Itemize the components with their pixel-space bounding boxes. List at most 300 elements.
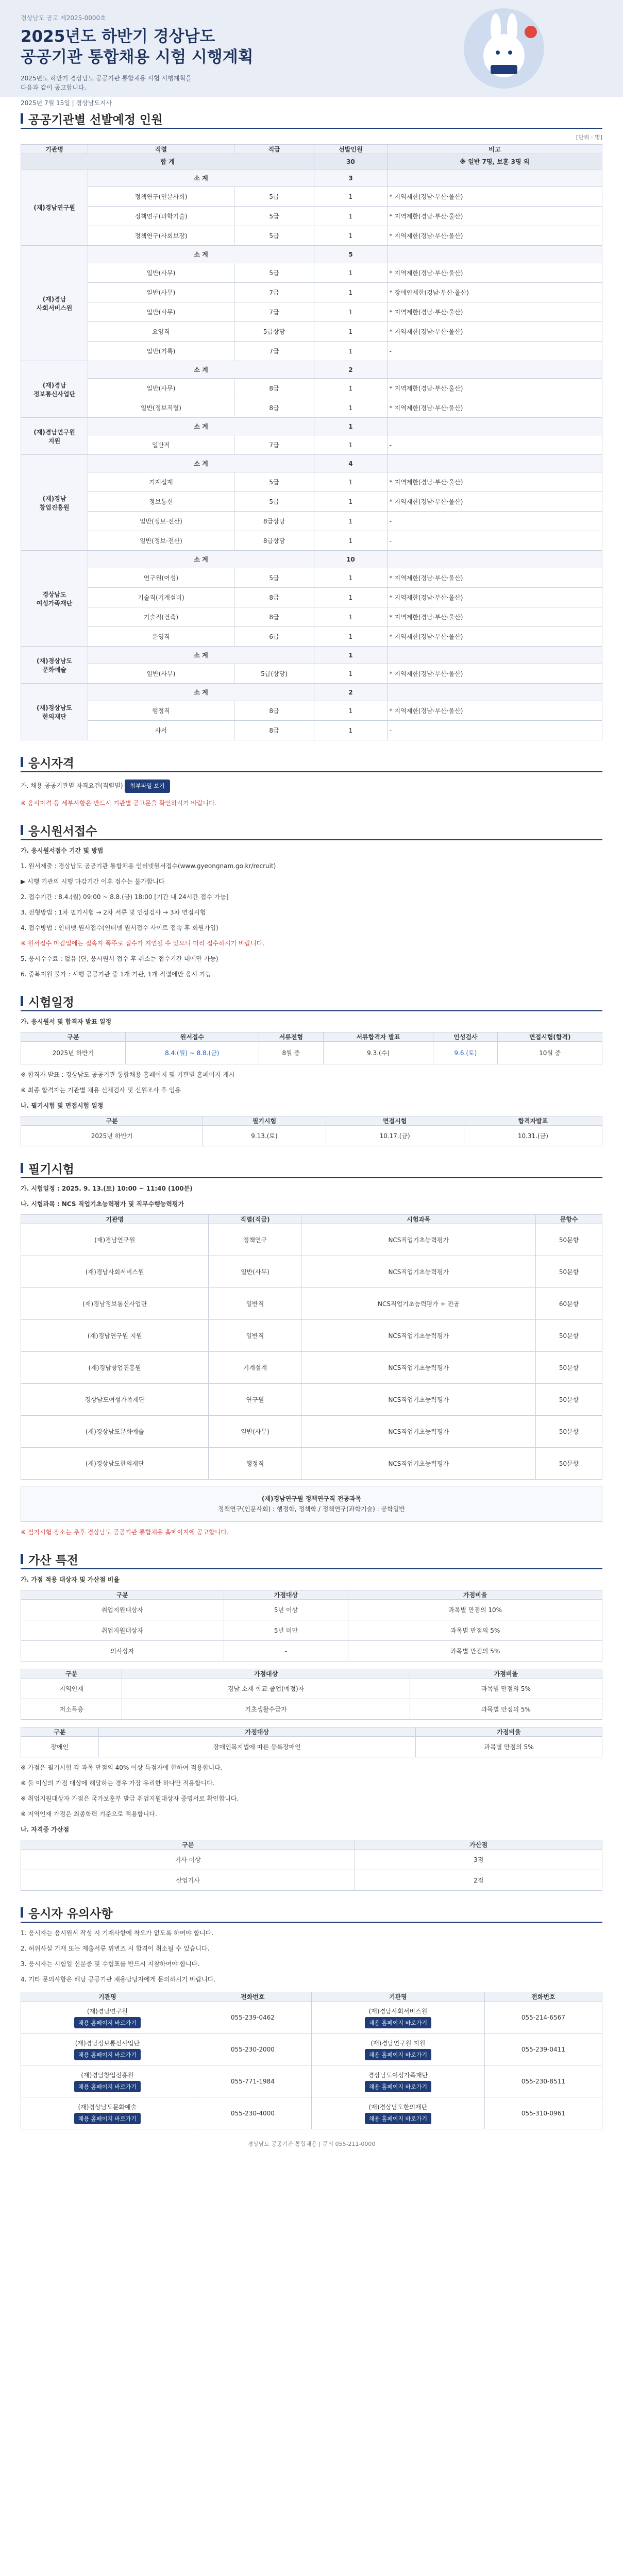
subtotal-label: 소 계 xyxy=(88,170,314,187)
table-header: 비고 xyxy=(387,145,602,154)
table-cell: (재)경남연구원 지원 xyxy=(21,1320,209,1352)
section-positions xyxy=(21,112,602,740)
table-header: 원서접수 xyxy=(125,1032,259,1042)
text-line: ※ 최종 합격자는 기관별 채용 신체검사 및 신원조사 후 임용 xyxy=(21,1087,181,1094)
title-bar-icon xyxy=(21,996,23,1006)
table-cell: 일반(사무) xyxy=(88,302,234,322)
org-name: (재)경남연구원 xyxy=(87,2007,128,2015)
homepage-button[interactable]: 채용 홈페이지 바로가기 xyxy=(74,2017,141,2028)
table-cell: 8급 xyxy=(234,721,314,740)
table-cell: 5급 xyxy=(234,226,314,246)
table-cell: * 지역제한(경남·부산·울산) xyxy=(387,701,602,721)
table-cell: 1 xyxy=(314,721,387,740)
table-cell: - xyxy=(387,512,602,531)
schedule-lead-2: 나. 필기시험 및 면접시험 일정 xyxy=(21,1102,104,1109)
table-cell: 운영직 xyxy=(88,627,234,647)
table-cell: 2025년 하반기 xyxy=(21,1042,126,1064)
table-cell: 8.4.(월) ~ 8.8.(금) xyxy=(125,1042,259,1064)
table-row xyxy=(21,1699,602,1720)
table-header: 인성검사 xyxy=(433,1032,498,1042)
exam-lead-2: 나. 시험과목 : NCS 직업기초능력평가 및 직무수행능력평가 xyxy=(21,1200,184,1208)
table-cell xyxy=(194,2097,311,2129)
table-cell: * 지역제한(경남·부산·울산) xyxy=(387,664,602,684)
table-cell: 5급 xyxy=(234,207,314,226)
bonus-table-4 xyxy=(21,1840,602,1891)
table-row xyxy=(21,379,602,398)
table-header: 직급 xyxy=(234,145,314,154)
subtotal-note xyxy=(387,361,602,379)
text-line: ※ 지역인재 가점은 최종학력 기준으로 적용합니다. xyxy=(21,1810,157,1818)
subtotal-note xyxy=(387,684,602,701)
section-title: 가산 특전 xyxy=(21,1553,602,1569)
table-row xyxy=(21,1600,602,1620)
table-cell xyxy=(21,2065,194,2097)
table-cell: 1 xyxy=(314,531,387,551)
table-cell: 1 xyxy=(314,302,387,322)
table-header: 기관명 xyxy=(21,145,88,154)
table-cell: * 지역제한(경남·부산·울산) xyxy=(387,492,602,512)
table-cell: 1 xyxy=(314,342,387,361)
table-cell: (재)경남창업진흥원 xyxy=(21,1352,209,1384)
table-row xyxy=(21,2002,602,2033)
table-cell: 일반(사무) xyxy=(88,664,234,684)
section-title: 응시자격 xyxy=(21,756,602,772)
table-header: 필기시험 xyxy=(203,1116,326,1126)
table-cell: 일반(정보직렬) xyxy=(88,398,234,418)
table-row xyxy=(21,721,602,740)
phone-number: 055-239-0411 xyxy=(521,2045,565,2053)
table-row xyxy=(21,1320,602,1352)
contact-table xyxy=(21,1992,602,2129)
table-cell: 1 xyxy=(314,512,387,531)
table-cell: 정책연구(과학기술) xyxy=(88,207,234,226)
table-row xyxy=(21,531,602,551)
table-row xyxy=(21,512,602,531)
notice-list xyxy=(21,1928,602,1985)
table-header: 구분 xyxy=(21,1032,126,1042)
bonus-lead: 가. 가점 적용 대상자 및 가산점 비율 xyxy=(21,1576,120,1583)
text-line: 2. 허위사실 기재 또는 제출서류 위변조 시 합격이 취소될 수 있습니다. xyxy=(21,1945,210,1952)
homepage-button[interactable]: 채용 홈페이지 바로가기 xyxy=(365,2081,431,2092)
text-line: ▶ 시행 기관의 시행 마감기간 이후 접수는 불가합니다 xyxy=(21,878,165,885)
table-cell: 일반(사무) xyxy=(209,1256,301,1288)
homepage-button[interactable]: 채용 홈페이지 바로가기 xyxy=(365,2049,431,2060)
total-row xyxy=(21,154,602,170)
table-row xyxy=(21,1256,602,1288)
table-cell: 2점 xyxy=(355,1870,602,1891)
major-subject-box: (재)경남연구원 정책연구직 전공과목 정책연구(인문사회) : 행정학, 정책학 / 정책연구(과학기술) : 공학일반 xyxy=(21,1486,602,1522)
text-line: 1. 원서제출 : 경상남도 공공기관 통합채용 인터넷원서접수(www.gyeongnam.go.kr/recruit) xyxy=(21,862,276,870)
org-name: (재)경남연구원 지원 xyxy=(371,2039,426,2047)
table-header: 가점대상 xyxy=(122,1669,410,1679)
table-row xyxy=(21,2097,602,2129)
table-row xyxy=(21,1870,602,1891)
table-cell: 9.13.(토) xyxy=(203,1126,326,1146)
title-bar-icon xyxy=(21,1554,23,1564)
subtotal-row xyxy=(21,684,602,701)
table-cell: * 지역제한(경남·부산·울산) xyxy=(387,226,602,246)
table-cell: 50문항 xyxy=(536,1256,602,1288)
exam-note: ※ 필기시험 장소는 추후 경상남도 공공기관 통합채용 홈페이지에 공고합니다. xyxy=(21,1529,229,1536)
section-title: 응시원서접수 xyxy=(21,824,602,840)
table-header: 전화번호 xyxy=(194,1992,311,2002)
org-name: (재)경남 창업진흥원 xyxy=(21,455,88,551)
table-cell: - xyxy=(387,531,602,551)
total-label: 합 계 xyxy=(21,154,314,170)
table-cell: 과목별 만점의 5% xyxy=(410,1679,602,1699)
subtotal-label: 소 계 xyxy=(88,361,314,379)
table-cell: 7급 xyxy=(234,283,314,302)
table-cell: 8급 xyxy=(234,398,314,418)
table-header: 시험과목 xyxy=(301,1215,536,1224)
subtotal-row xyxy=(21,246,602,263)
table-cell: 9.3.(수) xyxy=(323,1042,433,1064)
table-cell: 1 xyxy=(314,588,387,607)
table-row xyxy=(21,1641,602,1662)
total-count: 30 xyxy=(314,154,387,170)
table-cell: NCS직업기초능력평가 xyxy=(301,1448,536,1480)
table-cell: 8월 중 xyxy=(259,1042,323,1064)
table-cell: 취업지원대상자 xyxy=(21,1620,224,1641)
table-cell: 기계설계 xyxy=(209,1352,301,1384)
subtotal-label: 소 계 xyxy=(88,551,314,568)
table-cell: 1 xyxy=(314,187,387,207)
text-line: 3. 응시자는 시험일 신분증 및 수험표를 반드시 지참하여야 합니다. xyxy=(21,1960,200,1968)
table-cell xyxy=(21,2097,194,2129)
table-cell: 일반직 xyxy=(209,1320,301,1352)
table-cell: 5급 xyxy=(234,263,314,283)
table-row xyxy=(21,1679,602,1699)
table-cell: * 지역제한(경남·부산·울산) xyxy=(387,472,602,492)
homepage-button[interactable]: 채용 홈페이지 바로가기 xyxy=(74,2113,141,2124)
table-cell: * 장애인제한(경남·부산·울산) xyxy=(387,283,602,302)
subtotal-row xyxy=(21,455,602,472)
subtotal-count: 5 xyxy=(314,246,387,263)
table-cell: * 지역제한(경남·부산·울산) xyxy=(387,607,602,627)
section-written-exam xyxy=(21,1162,602,1537)
title-bar-icon xyxy=(21,113,23,124)
table-row xyxy=(21,207,602,226)
table-cell: - xyxy=(387,721,602,740)
subtotal-count: 1 xyxy=(314,418,387,435)
org-name: (재)경남 정보통신사업단 xyxy=(21,361,88,418)
section-schedule xyxy=(21,995,602,1146)
table-cell: 과목별 만점의 5% xyxy=(410,1699,602,1720)
table-cell: 일반(사무) xyxy=(88,283,234,302)
table-cell: 9.6.(토) xyxy=(433,1042,498,1064)
table-cell xyxy=(311,2065,484,2097)
section-title: 공공기관별 선발예정 인원 xyxy=(21,112,602,129)
table-cell xyxy=(194,2002,311,2033)
table-cell: 저소득층 xyxy=(21,1699,122,1720)
table-header: 선발인원 xyxy=(314,145,387,154)
table-cell: 경남 소재 학교 졸업(예정)자 xyxy=(122,1679,410,1699)
table-cell: 지역인재 xyxy=(21,1679,122,1699)
table-cell xyxy=(311,2097,484,2129)
table-cell: 3점 xyxy=(355,1850,602,1870)
table-cell: 2025년 하반기 xyxy=(21,1126,203,1146)
eligibility-lead: 가. 채용 공공기관별 자격요건(직렬별) 첨부파일 보기 xyxy=(21,777,602,793)
table-header: 가산점 xyxy=(355,1840,602,1850)
table-cell: 행정직 xyxy=(88,701,234,721)
table-row xyxy=(21,2033,602,2065)
table-cell: * 지역제한(경남·부산·울산) xyxy=(387,207,602,226)
table-cell: 산업기사 xyxy=(21,1870,355,1891)
positions-table xyxy=(21,144,602,740)
table-cell: 50문항 xyxy=(536,1224,602,1256)
table-cell: 6급 xyxy=(234,627,314,647)
org-name: (재)경남사회서비스원 xyxy=(368,2007,428,2015)
table-cell: 50문항 xyxy=(536,1384,602,1416)
table-cell: 50문항 xyxy=(536,1320,602,1352)
table-cell: 경상남도여성가족재단 xyxy=(21,1384,209,1416)
title-bar-icon xyxy=(21,1907,23,1918)
homepage-button[interactable]: 채용 홈페이지 바로가기 xyxy=(74,2081,141,2092)
table-header: 가점비율 xyxy=(348,1590,602,1600)
text-line: ※ 둘 이상의 가점 대상에 해당하는 경우 가장 유리한 하나만 적용합니다. xyxy=(21,1780,215,1787)
subtotal-note xyxy=(387,647,602,664)
text-line: 4. 기타 문의사항은 해당 공공기관 채용담당자에게 문의하시기 바랍니다. xyxy=(21,1976,216,1983)
table-cell xyxy=(311,2002,484,2033)
homepage-button[interactable]: 채용 홈페이지 바로가기 xyxy=(365,2113,431,2124)
table-cell: 연구원 xyxy=(209,1384,301,1416)
org-name: (재)경남연구원 지원 xyxy=(21,418,88,455)
section-application xyxy=(21,824,602,979)
subtotal-note xyxy=(387,246,602,263)
table-cell: NCS직업기초능력평가 xyxy=(301,1416,536,1448)
table-cell: 7급 xyxy=(234,435,314,455)
table-header: 구분 xyxy=(21,1590,224,1600)
table-cell xyxy=(21,2002,194,2033)
table-cell: (재)경상남도한의재단 xyxy=(21,1448,209,1480)
phone-number: 055-239-0462 xyxy=(230,2013,275,2021)
text-line: ※ 취업지원대상자 가점은 국가보훈부 발급 취업지원대상자 증명서로 확인합니다. xyxy=(21,1795,239,1802)
table-cell: 행정직 xyxy=(209,1448,301,1480)
table-row xyxy=(21,1224,602,1256)
table-row xyxy=(21,283,602,302)
table-cell: 8급상당 xyxy=(234,512,314,531)
table-cell: 1 xyxy=(314,226,387,246)
table-cell: 일반(사무) xyxy=(209,1416,301,1448)
table-cell: 연구원(여성) xyxy=(88,568,234,588)
table-cell: (재)경남정보통신사업단 xyxy=(21,1288,209,1320)
title-bar-icon xyxy=(21,1163,23,1173)
application-lead: 가. 응시원서접수 기간 및 방법 xyxy=(21,847,104,854)
table-cell: 50문항 xyxy=(536,1416,602,1448)
table-cell: 1 xyxy=(314,398,387,418)
table-cell: 1 xyxy=(314,207,387,226)
section-title: 필기시험 xyxy=(21,1162,602,1178)
table-header: 구분 xyxy=(21,1116,203,1126)
table-cell: 기술직(기계설비) xyxy=(88,588,234,607)
subtotal-label: 소 계 xyxy=(88,246,314,263)
table-header: 기관명 xyxy=(21,1215,209,1224)
application-lines xyxy=(21,861,602,933)
table-cell: (재)경남연구원 xyxy=(21,1224,209,1256)
table-header: 전화번호 xyxy=(484,1992,602,2002)
table-cell: 과목별 만점의 5% xyxy=(416,1737,602,1757)
table-cell: 정책연구(사회보장) xyxy=(88,226,234,246)
table-cell: * 지역제한(경남·부산·울산) xyxy=(387,187,602,207)
table-cell: - xyxy=(224,1641,348,1662)
hero-date: 2025년 7월 15일 | 경상남도지사 xyxy=(21,99,112,107)
table-cell: 5급 xyxy=(234,492,314,512)
table-row xyxy=(21,1384,602,1416)
schedule-table xyxy=(21,1032,602,1064)
exam-subjects-table xyxy=(21,1214,602,1480)
hero-banner xyxy=(0,0,623,107)
table-cell: 정책연구 xyxy=(209,1224,301,1256)
table-cell: 정보통신 xyxy=(88,492,234,512)
table-row xyxy=(21,1448,602,1480)
homepage-button[interactable]: 채용 홈페이지 바로가기 xyxy=(74,2049,141,2060)
subtotal-count: 10 xyxy=(314,551,387,568)
table-header: 기관명 xyxy=(21,1992,194,2002)
bonus-table-2 xyxy=(21,1669,602,1720)
table-cell: 일반(정보·전산) xyxy=(88,512,234,531)
text-line: ※ 가점은 필기시험 각 과목 만점의 40% 이상 득점자에 한하여 적용합니다. xyxy=(21,1764,223,1771)
subtotal-row xyxy=(21,647,602,664)
subtotal-note xyxy=(387,170,602,187)
table-cell: - xyxy=(387,435,602,455)
table-cell: * 지역제한(경남·부산·울산) xyxy=(387,379,602,398)
bonus-lead-2: 나. 자격증 가산점 xyxy=(21,1826,70,1833)
eligibility-note: ※ 응시자격 등 세부사항은 반드시 기관별 공고문을 확인하시기 바랍니다. xyxy=(21,800,217,807)
table-row xyxy=(21,664,602,684)
table-cell: 60문항 xyxy=(536,1288,602,1320)
table-cell: 5급 xyxy=(234,568,314,588)
table-cell: NCS직업기초능력평가 xyxy=(301,1384,536,1416)
subtotal-label: 소 계 xyxy=(88,455,314,472)
table-cell xyxy=(194,2033,311,2065)
table-row xyxy=(21,492,602,512)
org-name: (재)경남연구원 xyxy=(21,170,88,246)
text-line: 4. 접수방법 : 인터넷 원서접수(인터넷 원서접수 사이트 접속 후 회원가입) xyxy=(21,924,218,931)
table-cell: * 지역제한(경남·부산·울산) xyxy=(387,302,602,322)
bonus-table-1 xyxy=(21,1590,602,1662)
table-header: 가점대상 xyxy=(224,1590,348,1600)
table-cell: 과목별 만점의 5% xyxy=(348,1641,602,1662)
table-cell: 일반(사무) xyxy=(88,263,234,283)
table-row xyxy=(21,187,602,207)
table-cell: 10.31.(금) xyxy=(464,1126,602,1146)
notice-number: 경상남도 공고 제2025-0000호 xyxy=(21,14,106,22)
section-bonus xyxy=(21,1553,602,1891)
table-row xyxy=(21,1850,602,1870)
phone-number: 055-214-6567 xyxy=(521,2013,565,2021)
table-row xyxy=(21,1352,602,1384)
table-header: 면접시험(합격) xyxy=(498,1032,602,1042)
table-cell: NCS직업기초능력평가 xyxy=(301,1224,536,1256)
section-title: 응시자 유의사항 xyxy=(21,1906,602,1923)
table-row xyxy=(21,1620,602,1641)
exam-lead: 가. 시험일정 : 2025. 9. 13.(토) 10:00 ~ 11:40 (100분) xyxy=(21,1185,193,1192)
table-row xyxy=(21,302,602,322)
table-cell: 의사상자 xyxy=(21,1641,224,1662)
subtotal-count: 3 xyxy=(314,170,387,187)
table-header: 면접시험 xyxy=(326,1116,464,1126)
hero-subtitle: 2025년도 하반기 경상남도 공공기관 통합채용 시험 시행계획을 다음과 같이 공고합니다. xyxy=(21,75,192,91)
table-header: 구분 xyxy=(21,1727,99,1737)
text-line: 2. 접수기간 : 8.4.(월) 09:00 ~ 8.8.(금) 18:00 [기간 내 24시간 접수 가능] xyxy=(21,893,229,901)
table-cell: 10월 중 xyxy=(498,1042,602,1064)
table-row xyxy=(21,398,602,418)
subtotal-count: 2 xyxy=(314,361,387,379)
table-cell: 정책연구(인문사회) xyxy=(88,187,234,207)
subtotal-label: 소 계 xyxy=(88,418,314,435)
org-name: (재)경상남도 문화예술 xyxy=(21,647,88,684)
table-cell: 7급 xyxy=(234,342,314,361)
table-cell: 과목별 만점의 10% xyxy=(348,1600,602,1620)
table-cell: - xyxy=(387,342,602,361)
table-header: 합격자발표 xyxy=(464,1116,602,1126)
table-row xyxy=(21,1737,602,1757)
phone-number: 055-230-4000 xyxy=(230,2109,275,2117)
table-cell: 장애인복지법에 따른 등록장애인 xyxy=(98,1737,415,1757)
table-cell: 기계설계 xyxy=(88,472,234,492)
subtotal-row xyxy=(21,418,602,435)
table-cell: * 지역제한(경남·부산·울산) xyxy=(387,398,602,418)
subtotal-note xyxy=(387,418,602,435)
table-cell: 1 xyxy=(314,379,387,398)
table-cell: 50문항 xyxy=(536,1448,602,1480)
table-row xyxy=(21,607,602,627)
table-cell: 10.17.(금) xyxy=(326,1126,464,1146)
org-name: 경상남도여성가족재단 xyxy=(368,2071,428,2079)
org-name: (재)경상남도한의재단 xyxy=(368,2103,428,2111)
subtotal-note xyxy=(387,455,602,472)
org-name: (재)경상남도 한의재단 xyxy=(21,684,88,740)
table-header: 구분 xyxy=(21,1840,355,1850)
table-cell: 8급상당 xyxy=(234,531,314,551)
subtotal-row xyxy=(21,361,602,379)
table-row xyxy=(21,627,602,647)
table-row xyxy=(21,568,602,588)
table-cell: 5년 미만 xyxy=(224,1620,348,1641)
table-cell: 8급 xyxy=(234,379,314,398)
table-cell: 50문항 xyxy=(536,1352,602,1384)
subtotal-label: 소 계 xyxy=(88,684,314,701)
table-row xyxy=(21,322,602,342)
unit-label: [단위 : 명] xyxy=(576,134,602,141)
table-cell: 1 xyxy=(314,627,387,647)
table-row xyxy=(21,701,602,721)
subtotal-note xyxy=(387,551,602,568)
table-cell: 기사 이상 xyxy=(21,1850,355,1870)
table-cell: 취업지원대상자 xyxy=(21,1600,224,1620)
application-lines-2 xyxy=(21,954,602,979)
table-cell: 사서 xyxy=(88,721,234,740)
table-cell xyxy=(21,2033,194,2065)
table-cell xyxy=(484,2065,602,2097)
table-cell: * 지역제한(경남·부산·울산) xyxy=(387,627,602,647)
text-line: 5. 응시수수료 : 없음 (단, 응시원서 접수 후 취소는 접수기간 내에만 가능) xyxy=(21,955,218,962)
phone-number: 055-230-2000 xyxy=(230,2045,275,2053)
table-cell: 1 xyxy=(314,492,387,512)
org-name: 경상남도 여성가족재단 xyxy=(21,551,88,647)
table-cell: NCS직업기초능력평가 xyxy=(301,1256,536,1288)
table-header: 직렬 xyxy=(88,145,234,154)
table-cell: 1 xyxy=(314,322,387,342)
attachment-button[interactable]: 첨부파일 보기 xyxy=(125,779,170,793)
section-eligibility xyxy=(21,756,602,808)
schedule-notes xyxy=(21,1070,602,1095)
table-cell: 장애인 xyxy=(21,1737,99,1757)
homepage-button[interactable]: 채용 홈페이지 바로가기 xyxy=(365,2017,431,2028)
text-line: 1. 응시자는 응시원서 작성 시 기재사항에 착오가 없도록 하여야 합니다. xyxy=(21,1929,214,1937)
table-row xyxy=(21,226,602,246)
table-cell: NCS직업기초능력평가 xyxy=(301,1352,536,1384)
